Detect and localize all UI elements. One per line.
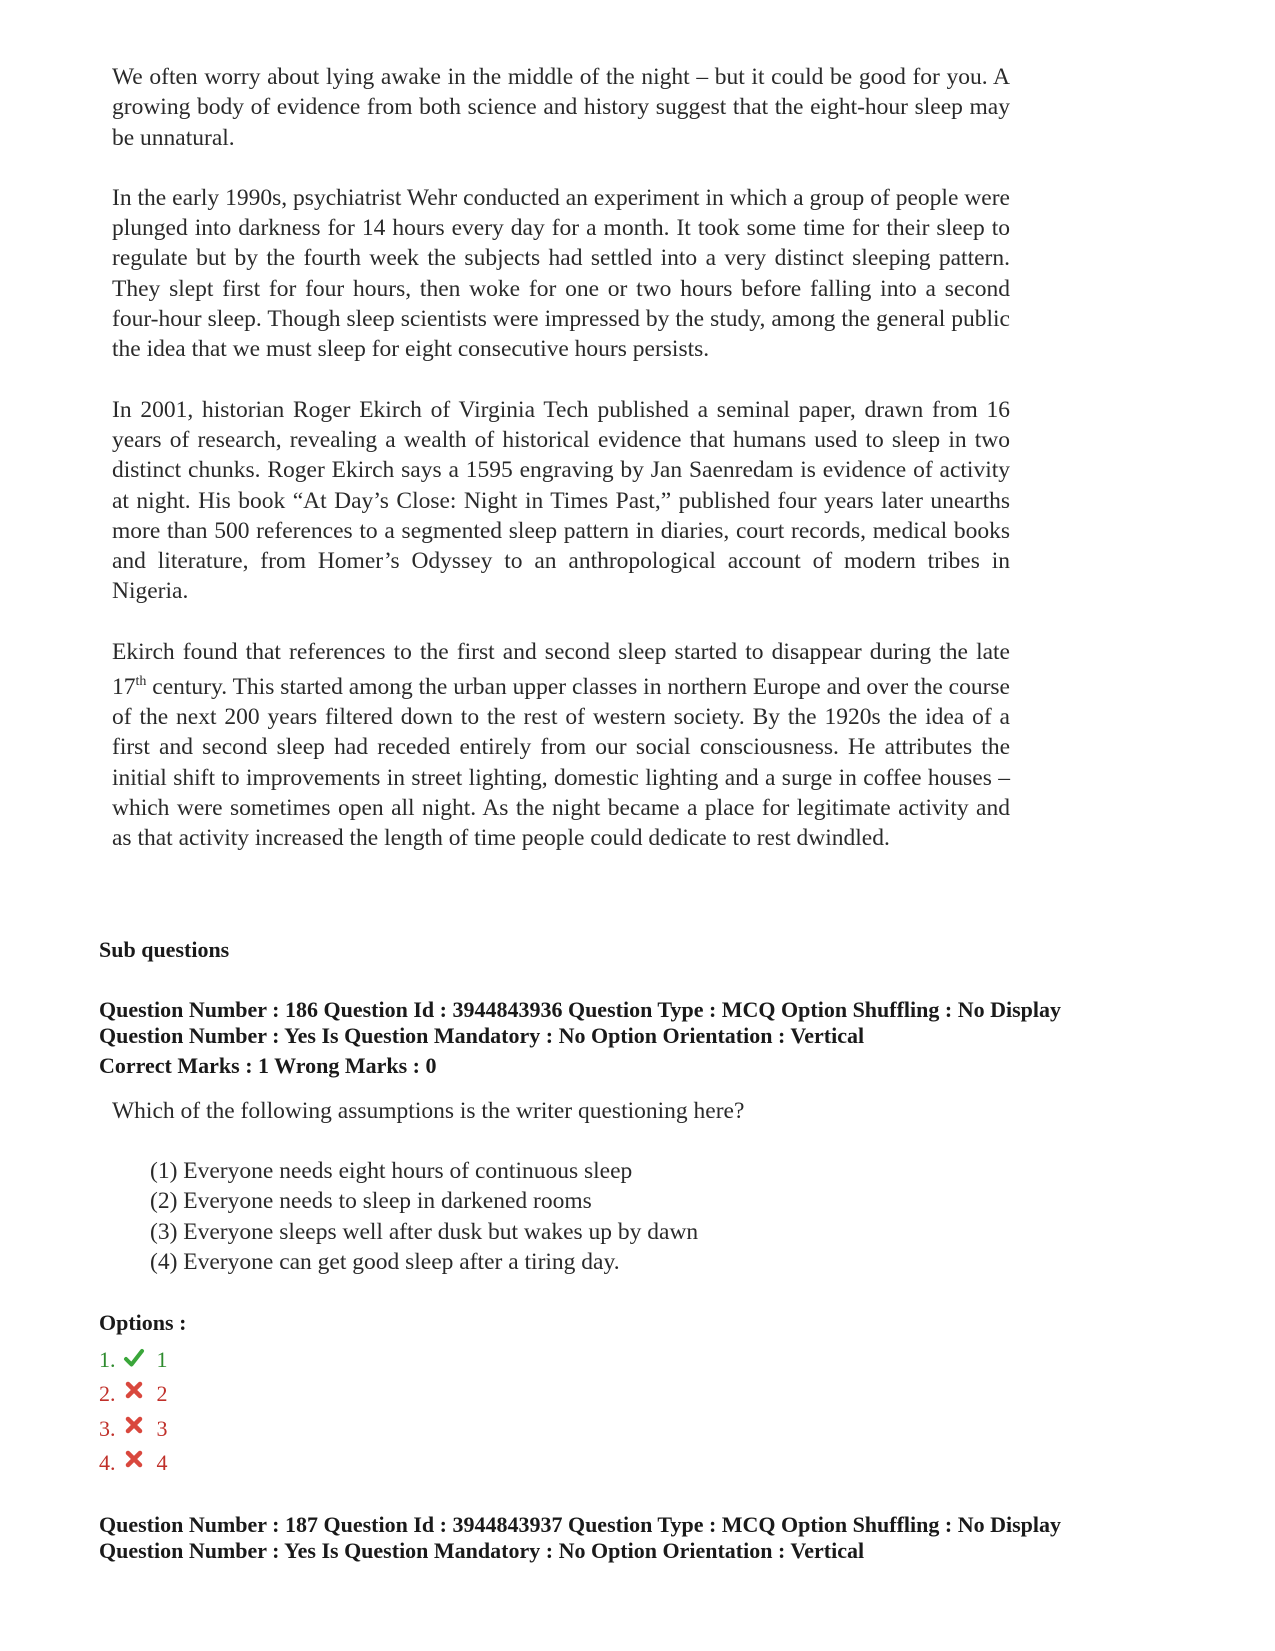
reading-passage bbox=[112, 62, 1010, 884]
question-186-meta-line-1: Question Number : 186 Question Id : 3944843936 Question Type : MCQ Option Shuffling : No Display bbox=[99, 997, 1062, 1022]
cross-icon bbox=[123, 1450, 145, 1472]
choice-1: (1) Everyone needs eight hours of continuous sleep bbox=[150, 1158, 633, 1184]
option-2-value: 2 bbox=[156, 1381, 168, 1407]
question-186-meta-line-2: Question Number : Yes Is Question Mandatory : No Option Orientation : Vertical bbox=[99, 1023, 865, 1048]
passage-paragraph-4-part-2: century. This started among the urban upper classes in northern Europe and over the course of the next 200 years filtered down to the rest of western society. By the 1920s the idea of a first and second sleep had receded entirely from our social consciousness. He attributes the initial shift to improvements in street lighting, domestic lighting and a surge in coffee houses – which were sometimes open all night. As the night became a place for legitimate activity and as that activity increased the length of time people could dedicate to rest dwindled. bbox=[112, 673, 1010, 852]
option-1-value: 1 bbox=[156, 1347, 168, 1372]
question-186-meta bbox=[99, 997, 1061, 1079]
sub-questions-heading: Sub questions bbox=[99, 937, 230, 962]
question-187-meta-line-1: Question Number : 187 Question Id : 3944843937 Question Type : MCQ Option Shuffling : No Display bbox=[99, 1512, 1062, 1537]
option-4-number: 4. bbox=[99, 1449, 116, 1475]
question-187-meta bbox=[99, 1512, 1061, 1564]
choice-3: (3) Everyone sleeps well after dusk but wakes up by dawn bbox=[150, 1218, 699, 1245]
option-4 bbox=[99, 1446, 168, 1480]
passage-paragraph-3: In 2001, historian Roger Ekirch of Virginia Tech published a seminal paper, drawn from 16 years of research, revealing a wealth of historical evidence that humans used to sleep in two distinct chunks. Roger Ekirch says a 1595 engraving by Jan Saenredam is evidence of activity at night. His book “At Day’s Close: Night in Times Past,” published four years later unearths more than 500 references to a segmented sleep pattern in diaries, court records, medical books and literature, from Homer’s Odyssey to an anthropological account of modern tribes in Nigeria. bbox=[112, 396, 1010, 605]
passage-paragraph-2: In the early 1990s, psychiatrist Wehr conducted an experiment in which a group of people were plunged into darkness for 14 hours every day for a month. It took some time for their sleep to regulate but by the fourth week the subjects had settled into a very distinct sleeping pattern. They slept first for four hours, then woke for one or two hours before falling into a second four-hour sleep. Though sleep scientists were impressed by the study, among the general public the idea that we must sleep for eight consecutive hours persists. bbox=[112, 184, 1010, 363]
option-3-value: 3 bbox=[156, 1415, 168, 1441]
question-186-choices bbox=[150, 1156, 698, 1277]
cross-icon bbox=[123, 1416, 145, 1438]
option-4-value: 4 bbox=[156, 1449, 168, 1475]
option-3 bbox=[99, 1412, 168, 1446]
question-187-meta-line-2: Question Number : Yes Is Question Mandatory : No Option Orientation : Vertical bbox=[99, 1538, 865, 1563]
option-3-number: 3. bbox=[99, 1415, 116, 1441]
passage-paragraph-4 bbox=[112, 637, 1010, 854]
option-1 bbox=[99, 1343, 168, 1377]
choice-2: (2) Everyone needs to sleep in darkened rooms bbox=[150, 1188, 592, 1215]
check-icon bbox=[123, 1347, 145, 1369]
option-2-number: 2. bbox=[99, 1381, 116, 1407]
question-186-marks: Correct Marks : 1 Wrong Marks : 0 bbox=[99, 1053, 437, 1078]
options-label: Options : bbox=[99, 1310, 187, 1335]
cross-icon bbox=[123, 1381, 145, 1403]
question-186-text: Which of the following assumptions is the writer questioning here? bbox=[112, 1098, 745, 1124]
passage-paragraph-4-part-1: Ekirch found that references to the first and second sleep started to disappear during the late 17 bbox=[112, 638, 1010, 700]
answer-options bbox=[99, 1343, 168, 1480]
passage-paragraph-1: We often worry about lying awake in the middle of the night – but it could be good for you. A growing body of evidence from both science and history suggest that the eight-hour sleep may be unnatural. bbox=[112, 64, 1010, 151]
ordinal-suffix: th bbox=[135, 674, 147, 690]
option-1-number: 1. bbox=[99, 1347, 116, 1372]
choice-4: (4) Everyone can get good sleep after a tiring day. bbox=[150, 1248, 620, 1275]
option-2 bbox=[99, 1377, 168, 1411]
